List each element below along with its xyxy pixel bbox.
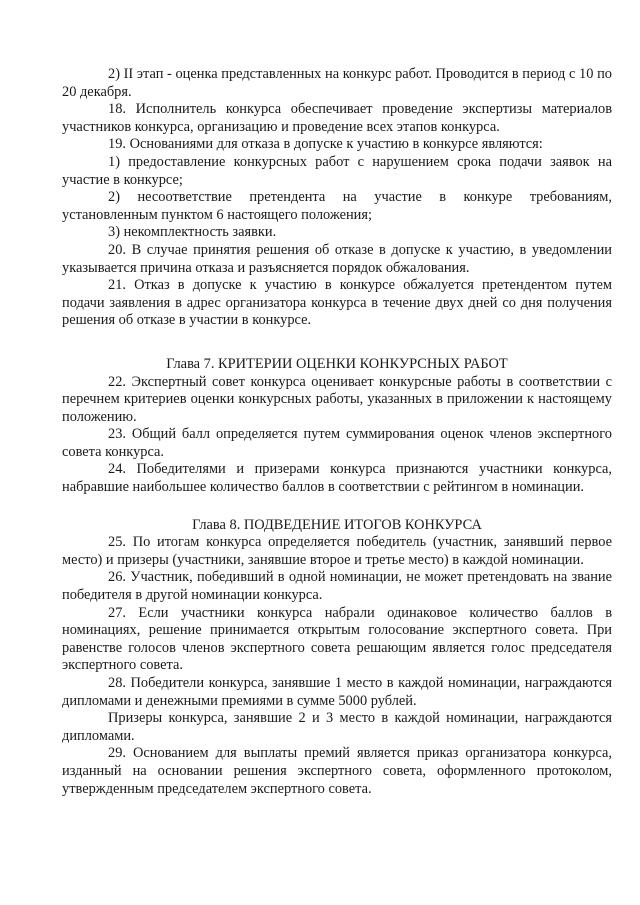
paragraph-24: 24. Победителями и призерами конкурса признаются участники конкурса, набравшие наибольшее количество баллов в соответствии с рейтингом в номинации.	[62, 461, 612, 496]
section-spacer	[62, 330, 612, 356]
paragraph-18: 18. Исполнитель конкурса обеспечивает проведение экспертизы материалов участников конкурса, организацию и проведение всех этапов конкурса.	[62, 101, 612, 135]
document-page	[62, 66, 612, 798]
paragraph-28: 28. Победители конкурса, занявшие 1 место в каждой номинации, награждаются дипломами и денежными премиями в сумме 5000 рублей.	[62, 675, 612, 709]
paragraph-29: 29. Основанием для выплаты премий является приказ организатора конкурса, изданный на основании решения экспертного совета, оформленного протоколом, утвержденным председателем экспертного совета.	[62, 745, 612, 797]
paragraph-stage-2: 2) II этап - оценка представленных на конкурс работ. Проводится в период с 10 по 20 декабря.	[62, 66, 612, 100]
chapter-8-title: Глава 8. ПОДВЕДЕНИЕ ИТОГОВ КОНКУРСА	[192, 516, 482, 533]
paragraph-20: 20. В случае принятия решения об отказе в допуске к участию, в уведомлении указывается причина отказа и разъясняется порядок обжалования.	[62, 241, 612, 276]
paragraph-25: 25. По итогам конкурса определяется победитель (участник, занявший первое место) и призеры (участники, занявшие второе и третье место) в каждой номинации.	[62, 534, 612, 568]
section-spacer	[62, 497, 612, 517]
paragraph-27: 27. Если участники конкурса набрали одинаковое количество баллов в номинациях, решение принимается открытым голосование экспертного совета. При равенстве голосов членов экспертного совета решающим является голос председателя экспертного совета.	[62, 604, 612, 674]
paragraph-21: 21. Отказ в допуске к участию в конкурсе обжалуется претендентом путем подачи заявления в адрес организатора конкурса в течение двух дней со дня получения решения об отказе в участии в конкурсе.	[62, 277, 612, 329]
paragraph-26: 26. Участник, победивший в одной номинации, не может претендовать на звание победителя в другой номинации конкурса.	[62, 569, 612, 604]
paragraph-22: 22. Экспертный совет конкурса оценивает конкурсные работы в соответствии с перечнем критериев оценки конкурсных работы, указанных в приложении к настоящему положению.	[62, 373, 612, 425]
chapter-7-title: Глава 7. КРИТЕРИИ ОЦЕНКИ КОНКУРСНЫХ РАБОТ	[166, 355, 508, 372]
paragraph-23: 23. Общий балл определяется путем суммирования оценок членов экспертного совета конкурса.	[62, 426, 612, 460]
paragraph-19: 19. Основаниями для отказа в допуске к участию в конкурсе являются:	[108, 136, 543, 153]
paragraph-28-prizewinners: Призеры конкурса, занявшие 2 и 3 место в каждой номинации, награждаются дипломами.	[62, 710, 612, 744]
paragraph-19-item-2: 2) несоответствие претендента на участие в конкуре требованиям, установленным пунктом 6 настоящего положения;	[62, 189, 612, 223]
paragraph-19-item-1: 1) предоставление конкурсных работ с нарушением срока подачи заявок на участие в конкурсе;	[62, 153, 612, 188]
paragraph-19-item-3: 3) некомплектность заявки.	[108, 224, 277, 241]
